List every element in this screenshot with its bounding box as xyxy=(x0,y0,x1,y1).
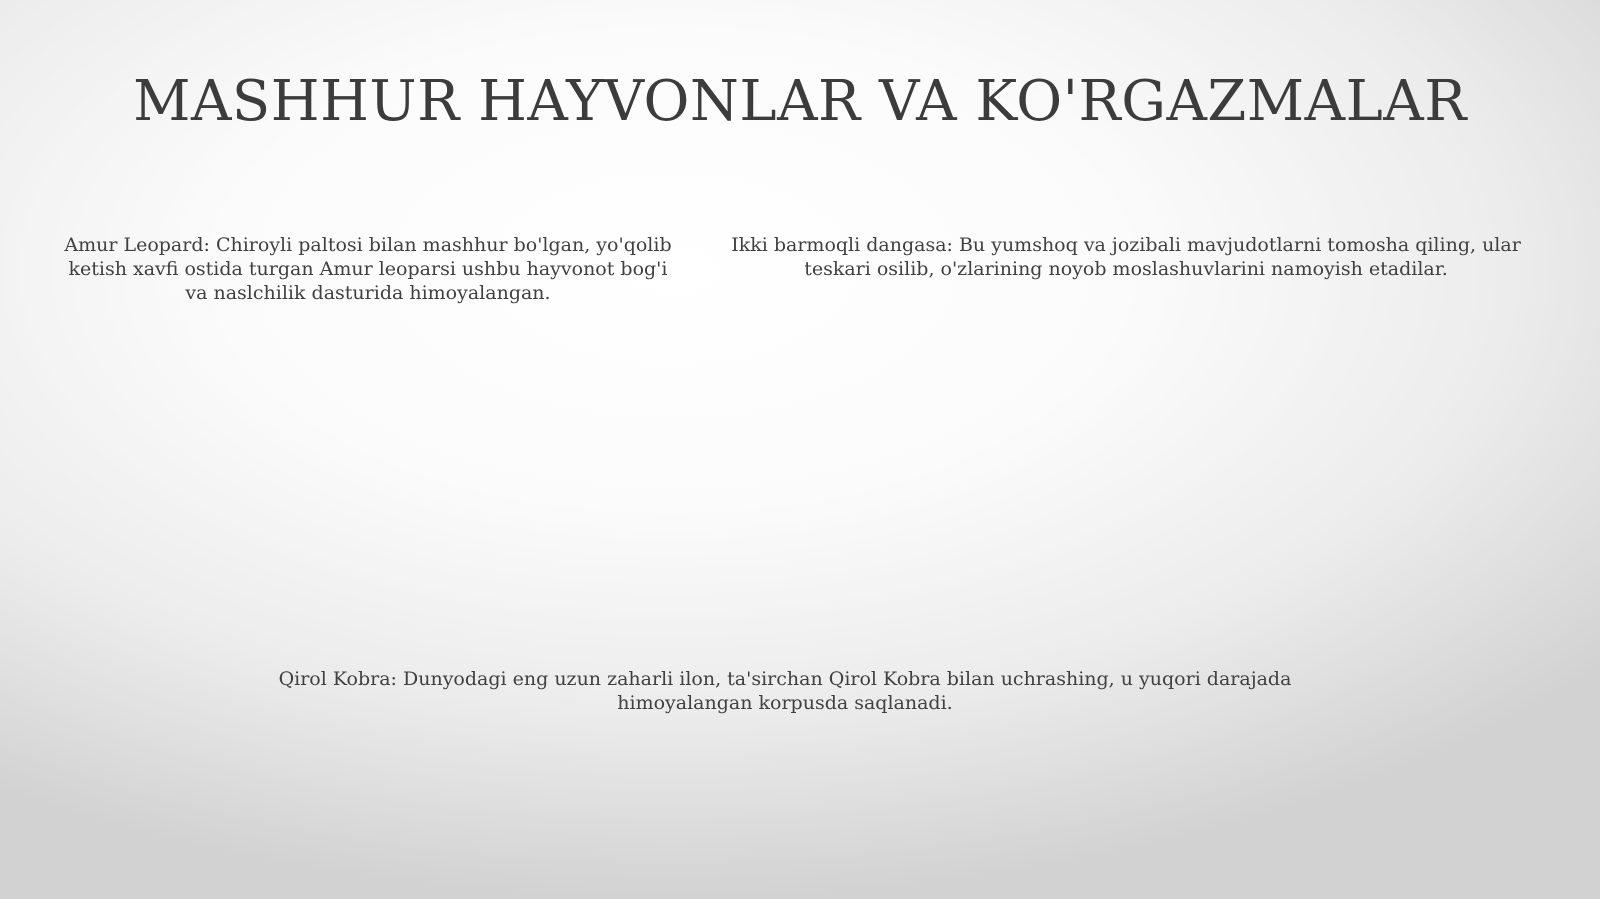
slide-title: MASHHUR HAYVONLAR VA KO'RGAZMALAR xyxy=(133,69,1467,134)
caption-two-toed-sloth: Ikki barmoqli dangasa: Bu yumshoq va jozibali mavjudotlarni tomosha qiling, ular teskari osilib, o'zlarining noyob moslashuvlarini namoyish etadilar. xyxy=(731,234,1521,280)
caption-king-cobra: Qirol Kobra: Dunyodagi eng uzun zaharli ilon, ta'sirchan Qirol Kobra bilan uchrashing, u yuqori darajada himoyalangan korpusda saqlanadi. xyxy=(278,668,1292,714)
caption-amur-leopard: Amur Leopard: Chiroyli paltosi bilan mashhur bo'lgan, yo'qolib ketish xavfi ostida turgan Amur leoparsi ushbu hayvonot bog'i va naslchilik dasturida himoyalangan. xyxy=(64,234,672,304)
